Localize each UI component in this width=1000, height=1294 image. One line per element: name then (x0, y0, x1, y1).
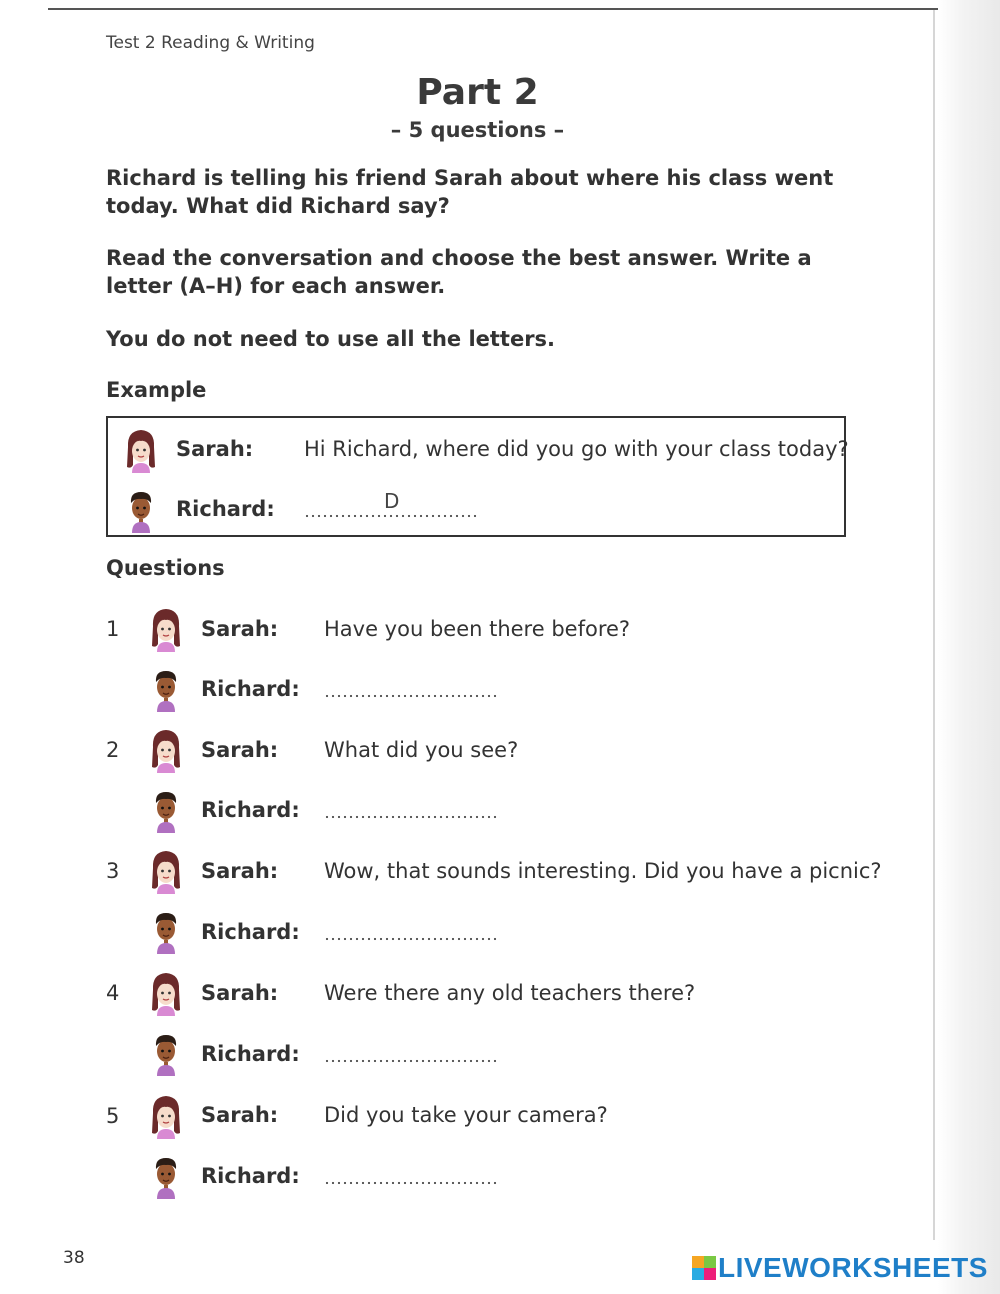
instruction-note: You do not need to use all the letters. (106, 327, 556, 351)
answer-blank[interactable] (324, 694, 500, 698)
questions-heading: Questions (106, 556, 225, 580)
liveworksheets-brand[interactable] (692, 1252, 988, 1284)
richard-avatar-icon (148, 787, 184, 833)
sarah-avatar-icon (148, 848, 184, 894)
richard-avatar-icon (148, 1153, 184, 1199)
question-sarah-label: Sarah: (201, 738, 279, 762)
question-sarah-label: Sarah: (201, 1103, 279, 1127)
answer-blank[interactable] (324, 1181, 500, 1185)
sarah-avatar-icon (123, 427, 159, 473)
example-richard-label: Richard: (176, 497, 275, 521)
example-answer: D (384, 489, 400, 513)
sarah-avatar-icon (148, 606, 184, 652)
question-sarah-line: Did you take your camera? (324, 1103, 608, 1127)
question-sarah-line: Have you been there before? (324, 617, 631, 641)
example-answer-line (304, 514, 480, 518)
example-sarah-label: Sarah: (176, 437, 254, 461)
richard-avatar-icon (148, 666, 184, 712)
question-number: 2 (106, 738, 120, 762)
answer-blank[interactable] (324, 1059, 500, 1063)
question-richard-label: Richard: (201, 1164, 300, 1188)
question-sarah-label: Sarah: (201, 859, 279, 883)
question-number: 5 (106, 1104, 120, 1128)
part-subtitle: – 5 questions – (390, 118, 565, 142)
answer-blank[interactable] (324, 815, 500, 819)
page-number: 38 (63, 1248, 85, 1268)
question-number: 1 (106, 617, 120, 641)
answer-blank[interactable] (324, 937, 500, 941)
brand-name: LIVEWORKSHEETS (718, 1252, 988, 1283)
question-sarah-line: Wow, that sounds interesting. Did you have a picnic? (324, 859, 882, 883)
page-binding-shadow (938, 0, 1000, 1294)
question-sarah-line: What did you see? (324, 738, 519, 762)
sarah-avatar-icon (148, 727, 184, 773)
example-heading: Example (106, 378, 207, 402)
richard-avatar-icon (148, 1030, 184, 1076)
question-number: 4 (106, 981, 120, 1005)
sarah-avatar-icon (148, 1093, 184, 1139)
liveworksheets-logo-icon (692, 1256, 716, 1280)
running-header: Test 2 Reading & Writing (106, 33, 315, 53)
question-richard-label: Richard: (201, 677, 300, 701)
richard-avatar-icon (148, 908, 184, 954)
question-number: 3 (106, 859, 120, 883)
question-sarah-line: Were there any old teachers there? (324, 981, 696, 1005)
question-richard-label: Richard: (201, 798, 300, 822)
question-richard-label: Richard: (201, 920, 300, 944)
instruction-task: Read the conversation and choose the best answer. Write a letter (A–H) for each answer. (106, 246, 812, 298)
question-sarah-label: Sarah: (201, 981, 279, 1005)
top-rule (48, 8, 953, 10)
question-sarah-label: Sarah: (201, 617, 279, 641)
part-title: Part 2 (416, 72, 539, 113)
example-sarah-line: Hi Richard, where did you go with your class today? (304, 437, 849, 461)
sarah-avatar-icon (148, 970, 184, 1016)
question-richard-label: Richard: (201, 1042, 300, 1066)
instruction-intro: Richard is telling his friend Sarah about where his class went today. What did Richard say? (106, 166, 834, 218)
page-edge (933, 10, 935, 1240)
richard-avatar-icon (123, 487, 159, 533)
